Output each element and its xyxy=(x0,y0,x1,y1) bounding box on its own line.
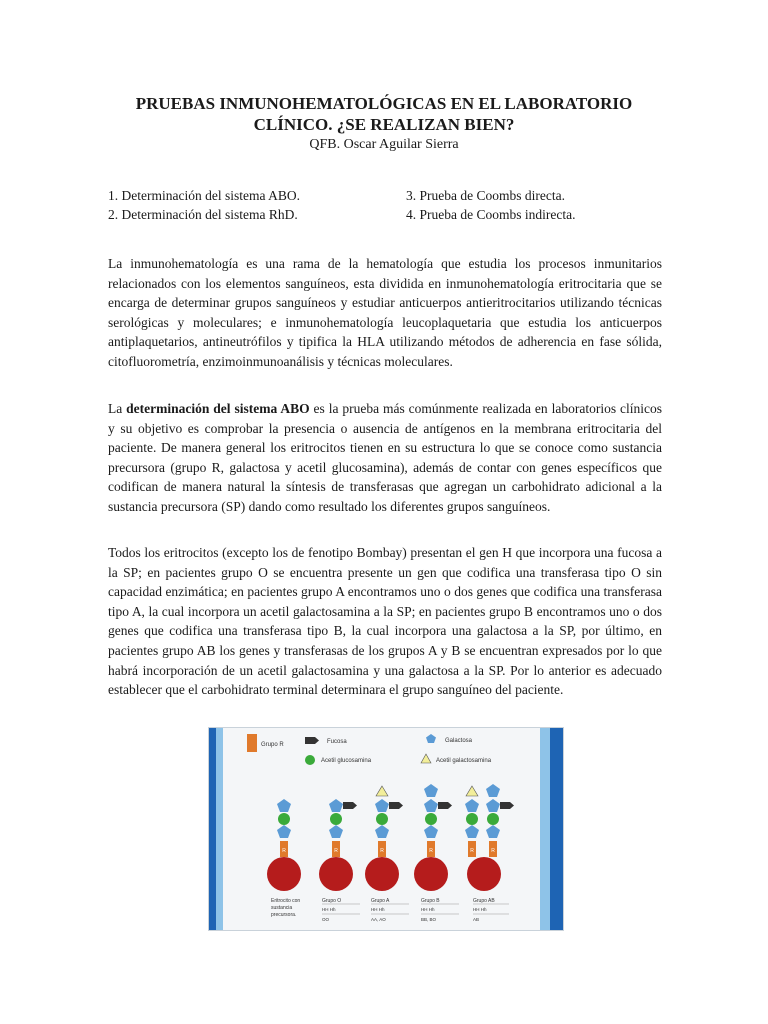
grupo-r-marker: R xyxy=(282,848,286,854)
author: QFB. Oscar Aguilar Sierra xyxy=(309,137,459,152)
galactosa-shape xyxy=(486,825,500,838)
cell-grupo-o xyxy=(319,799,357,891)
group-name: Grupo A xyxy=(371,898,390,904)
list-item: 4. Prueba de Coombs indirecta. xyxy=(406,207,576,222)
group-label-o xyxy=(322,898,360,922)
galactosa-shape xyxy=(465,799,479,812)
galactosa-shape xyxy=(424,825,438,838)
group-genes: HH Hh xyxy=(421,907,435,912)
acetil-galactosamina-shape xyxy=(376,786,388,796)
list-item: 1. Determinación del sistema ABO. xyxy=(108,188,300,203)
abo-diagram xyxy=(209,728,563,930)
erythrocyte-shape xyxy=(414,857,448,891)
galactosa-shape xyxy=(329,825,343,838)
legend-galactosa-label: Galactosa xyxy=(445,738,473,744)
legend-galactosa-icon xyxy=(426,734,436,743)
fucosa-shape xyxy=(438,802,452,809)
erythrocyte-shape xyxy=(467,857,501,891)
legend-grupo-r-icon xyxy=(247,734,257,752)
group-label-b xyxy=(421,898,459,922)
paragraph-groups: Todos los eritrocitos (excepto los de fenotipo Bombay) presentan el gen H que incorpora una fucosa a la SP; en pacientes grupo O se encuentra presente un gen que codifica una transferasa tipo O sin capacidad enzimática; en pacientes grupo A encontramos uno o dos genes que codifica una transferasa tipo A, la cual incorpora un acetil galactosamina a la SP; en pacientes grupo B encontramos uno o dos genes que codifica una transferasa tipo B, la cual incorpora una galactosa a la SP, por último, en pacientes grupo AB los genes y transferasas de los grupos A y B se encuentran expresados por lo que habrá incorporación de un acetil galactosamina y una galactosa a la SP. Por lo anterior es adecuado establecer que el carbohidrato terminal determinara el grupo sanguíneo del paciente. xyxy=(108,545,662,698)
abo-diagram-figure xyxy=(208,727,564,931)
test-list-right xyxy=(406,186,575,224)
galactosa-shape xyxy=(375,799,389,812)
grupo-r-marker: R xyxy=(334,848,338,854)
group-genes: HH Hh xyxy=(371,907,385,912)
legend-acetil-glucosamina-label: Acetil glucosamina xyxy=(321,758,372,764)
document-title xyxy=(60,93,708,135)
paragraph-abo-bold: determinación del sistema ABO xyxy=(126,401,310,416)
legend-acetil-galactosamina-label: Acetil galactosamina xyxy=(436,758,492,764)
acetil-glucosamina-shape xyxy=(376,813,388,825)
acetil-glucosamina-shape xyxy=(278,813,290,825)
grupo-r-marker: R xyxy=(380,848,384,854)
galactosa-shape xyxy=(465,825,479,838)
fucosa-shape xyxy=(500,802,514,809)
acetil-galactosamina-shape xyxy=(466,786,478,796)
title-line-1: PRUEBAS INMUNOHEMATOLÓGICAS EN EL LABORATORIO xyxy=(135,94,633,113)
acetil-glucosamina-shape xyxy=(330,813,342,825)
list-item: 3. Prueba de Coombs directa. xyxy=(406,188,565,203)
erythrocyte-shape xyxy=(319,857,353,891)
erythrocyte-shape xyxy=(365,857,399,891)
left-band-light xyxy=(216,728,223,930)
paragraph-intro: La inmunohematología es una rama de la hematología que estudia los procesos inmunitarios relacionados con los elementos sanguíneos, esta dividida en inmunohematología eritrocitaria que se encarga de determinar grupos sanguíneos y estudiar anticuerpos antieritrocitarios utilizando técnicas serológicas y moleculares; e inmunohematología leucoplaquetaria que estudia los anticuerpos antiplaquetarios, antineutrófilos y tipifica la HLA utilizando métodos de adherencia en fase sólida, citofluorometría, enzimoinmunoanálisis y técnicas moleculares. xyxy=(108,256,662,369)
galactosa-shape xyxy=(424,784,438,797)
cell-grupo-b xyxy=(414,784,452,891)
group-label-ab xyxy=(473,898,509,922)
list-item: 2. Determinación del sistema RhD. xyxy=(108,207,298,222)
grupo-r-marker: R xyxy=(470,848,474,854)
group-genotype: AA, AO xyxy=(371,917,386,922)
paragraph-abo-rest: es la prueba más comúnmente realizada en laboratorios clínicos y su objetivo es comprobar la presencia o ausencia de antígenos en la membrana eritrocitaria del paciente. De manera general los eritrocitos tienen en su estructura lo que se conoce como sustancia precursora (grupo R, galactosa y acetil glucosamina), además de contar con genes específicos que codifican de manera natural la síntesis de transferasas que agregan un carbohidrato adicional a la sustancia precursora (SP) dando como resultado los diferentes grupos sanguíneos. xyxy=(108,401,662,514)
group-genes: HH Hh xyxy=(473,907,487,912)
group-genotype: AB xyxy=(473,917,480,922)
title-line-2: CLÍNICO. ¿SE REALIZAN BIEN? xyxy=(253,115,515,134)
cell-precursor xyxy=(267,799,301,891)
fucosa-shape xyxy=(389,802,403,809)
galactosa-shape xyxy=(424,799,438,812)
galactosa-shape xyxy=(375,825,389,838)
right-band-light xyxy=(540,728,550,930)
legend-fucosa-icon xyxy=(305,737,319,744)
group-genotype: OO xyxy=(322,917,330,922)
group-name: Grupo B xyxy=(421,898,440,904)
right-band-dark xyxy=(550,728,563,930)
group-genotype: BB, BO xyxy=(421,917,437,922)
acetil-glucosamina-shape xyxy=(487,813,499,825)
galactosa-shape xyxy=(277,825,291,838)
fucosa-shape xyxy=(343,802,357,809)
group-name: Grupo O xyxy=(322,898,342,904)
paragraph-abo xyxy=(108,399,662,517)
group-name: Grupo AB xyxy=(473,898,495,904)
legend-fucosa-label: Fucosa xyxy=(327,739,347,745)
legend-grupo-r-label: Grupo R xyxy=(261,742,284,748)
left-band-dark xyxy=(209,728,216,930)
group-genes: HH Hh xyxy=(322,907,336,912)
cell-grupo-a xyxy=(365,786,403,891)
acetil-glucosamina-shape xyxy=(466,813,478,825)
galactosa-shape xyxy=(277,799,291,812)
grupo-r-marker: R xyxy=(429,848,433,854)
grupo-r-marker: R xyxy=(491,848,495,854)
paragraph-abo-lead: La xyxy=(108,401,127,416)
precursor-label-line-3: precursora. xyxy=(271,912,297,918)
galactosa-shape xyxy=(329,799,343,812)
erythrocyte-shape xyxy=(267,857,301,891)
group-label-a xyxy=(371,898,409,922)
galactosa-shape xyxy=(486,784,500,797)
precursor-label-line-2: sustancia xyxy=(271,905,293,911)
precursor-label-line-1: Eritrocito con xyxy=(271,898,301,904)
acetil-glucosamina-shape xyxy=(425,813,437,825)
legend-acetil-galactosamina-icon xyxy=(421,754,431,763)
test-list-left xyxy=(108,186,300,224)
galactosa-shape xyxy=(486,799,500,812)
cell-grupo-ab xyxy=(465,784,514,891)
legend-acetil-glucosamina-icon xyxy=(305,755,315,765)
